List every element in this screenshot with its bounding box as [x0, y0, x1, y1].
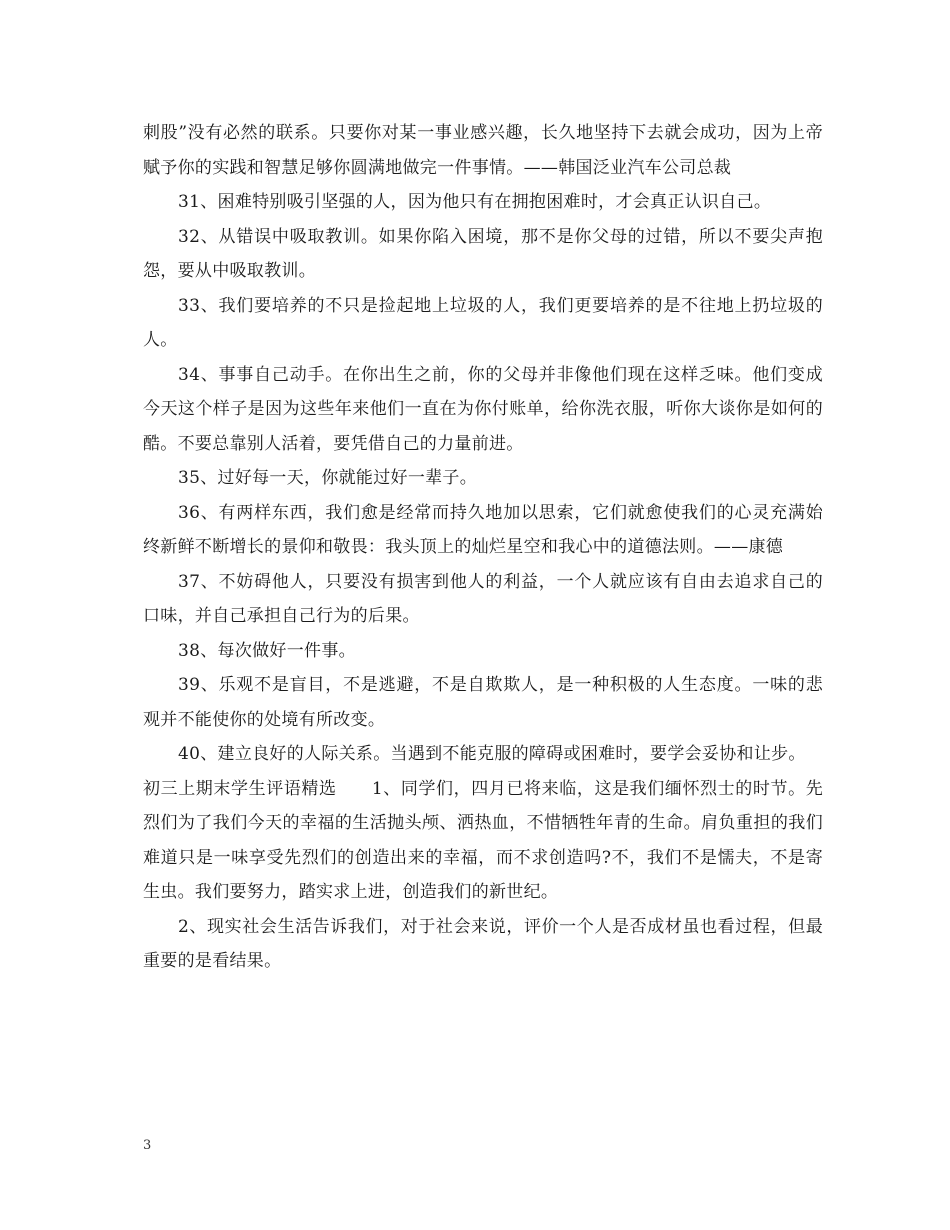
paragraph: 32、从错误中吸取教训。如果你陷入困境，那不是你父母的过错，所以不要尖声抱怨，要从中吸取教训。 [143, 226, 823, 281]
paragraph: 34、事事自己动手。在你出生之前，你的父母并非像他们现在这样乏味。他们变成今天这个样子是因为这些年来他们一直在为你付账单，给你洗衣服，听你大谈你是如何的酷。不要总靠别人活着，要凭借自己的力量前进。 [143, 364, 823, 454]
paragraph: 35、过好每一天，你就能过好一辈子。 [178, 468, 478, 488]
paragraph: 37、不妨碍他人，只要没有损害到他人的利益，一个人就应该有自由去追求自己的口味，并自己承担自己行为的后果。 [143, 571, 823, 626]
paragraph: 31、困难特别吸引坚强的人，因为他只有在拥抱困难时，才会真正认识自己。 [178, 192, 772, 212]
paragraph: 40、建立良好的人际关系。当遇到不能克服的障碍或困难时，要学会妥协和让步。 [178, 744, 806, 764]
page-number: 3 [143, 1138, 152, 1153]
paragraph: 36、有两样东西，我们愈是经常而持久地加以思索，它们就愈使我们的心灵充满始终新鲜不断增长的景仰和敬畏：我头顶上的灿烂星空和我心中的道德法则。——康德 [143, 502, 823, 557]
paragraph: 39、乐观不是盲目，不是逃避，不是自欺欺人，是一种积极的人生态度。一味的悲观并不能使你的处境有所改变。 [143, 675, 823, 730]
paragraph: 刺股”没有必然的联系。只要你对某一事业感兴趣，长久地坚持下去就会成功，因为上帝赋予你的实践和智慧足够你圆满地做完一件事情。——韩国泛业汽车公司总裁 [143, 123, 823, 178]
paragraph: 33、我们要培养的不只是捡起地上垃圾的人，我们更要培养的是不往地上扔垃圾的人。 [143, 295, 823, 350]
paragraph: 初三上期末学生评语精选 1、同学们，四月已将来临，这是我们缅怀烈士的时节。先烈们为了我们今天的幸福的生活抛头颅、洒热血，不惜牺牲年青的生命。肩负重担的我们难道只是一味享受先烈们的创造出来的幸福，而不求创造吗?不，我们不是懦夫，不是寄生虫。我们要努力，踏实求上进，创造我们的新世纪。 [143, 778, 823, 902]
paragraph: 2、现实社会生活告诉我们，对于社会来说，评价一个人是否成材虽也看过程，但最重要的是看结果。 [143, 916, 823, 971]
paragraph: 38、每次做好一件事。 [178, 640, 356, 661]
page-content [143, 116, 823, 979]
